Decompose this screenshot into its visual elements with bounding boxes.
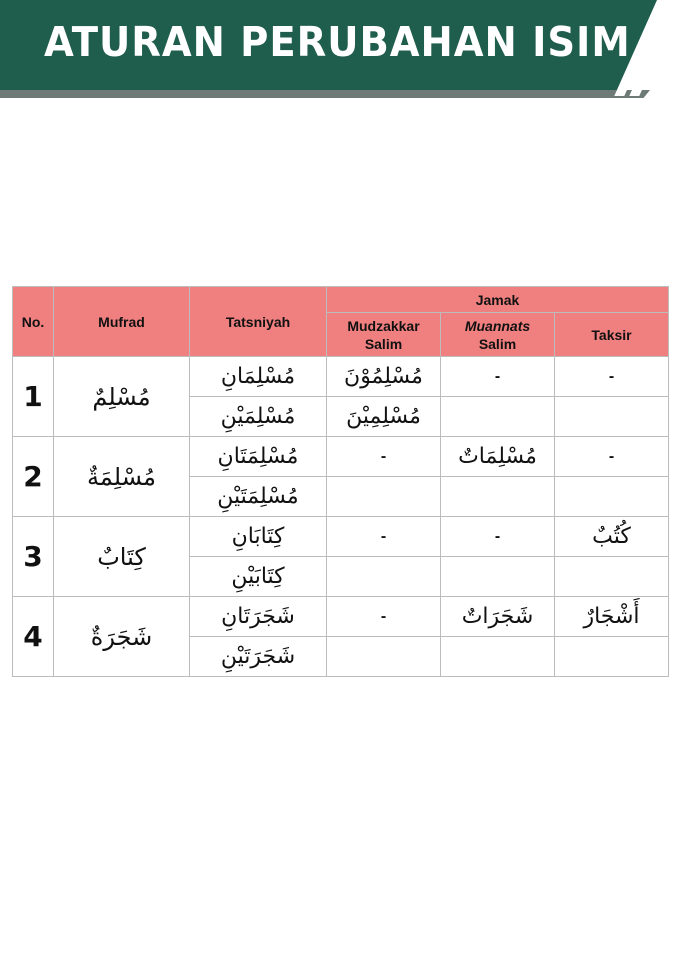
tatsniyah-cell: كِتَابَانِ bbox=[190, 517, 327, 557]
row-number: 3 bbox=[13, 517, 54, 597]
empty-cell bbox=[327, 637, 441, 677]
table-row bbox=[13, 517, 669, 557]
mudzakkar-cell: - bbox=[327, 437, 441, 477]
empty-cell bbox=[441, 477, 555, 517]
tatsniyah-cell: شَجَرَتَيْنِ bbox=[190, 637, 327, 677]
header-mudzakkar-salim bbox=[327, 313, 441, 357]
muannats-cell: - bbox=[441, 517, 555, 557]
taksir-cell: كُتُبٌ bbox=[555, 517, 669, 557]
empty-cell bbox=[327, 557, 441, 597]
taksir-cell: - bbox=[555, 437, 669, 477]
header-taksir: Taksir bbox=[555, 313, 669, 357]
tatsniyah-cell: مُسْلِمَيْنِ bbox=[190, 397, 327, 437]
empty-cell bbox=[327, 477, 441, 517]
header-mufrad: Mufrad bbox=[54, 287, 190, 357]
empty-cell bbox=[441, 397, 555, 437]
header-no: No. bbox=[13, 287, 54, 357]
header-mudzakkar-line2: Salim bbox=[364, 335, 403, 352]
taksir-cell: أَشْجَارٌ bbox=[555, 597, 669, 637]
page-title: ATURAN PERUBAHAN ISIM bbox=[44, 18, 631, 66]
mufrad-cell: شَجَرَةٌ bbox=[54, 597, 190, 677]
tatsniyah-cell: مُسْلِمَتَانِ bbox=[190, 437, 327, 477]
mufrad-cell: مُسْلِمَةٌ bbox=[54, 437, 190, 517]
row-number: 1 bbox=[13, 357, 54, 437]
tatsniyah-cell: شَجَرَتَانِ bbox=[190, 597, 327, 637]
tatsniyah-cell: مُسْلِمَانِ bbox=[190, 357, 327, 397]
header-muannats-line2: Salim bbox=[478, 335, 517, 352]
header-muannats-line1: Muannats bbox=[464, 317, 531, 334]
header-tatsniyah: Tatsniyah bbox=[190, 287, 327, 357]
isim-change-table bbox=[12, 286, 669, 677]
header-jamak: Jamak bbox=[327, 287, 669, 313]
table-row bbox=[13, 597, 669, 637]
empty-cell bbox=[555, 397, 669, 437]
muannats-cell: شَجَرَاتٌ bbox=[441, 597, 555, 637]
muannats-cell: - bbox=[441, 357, 555, 397]
tatsniyah-cell: كِتَابَيْنِ bbox=[190, 557, 327, 597]
mudzakkar-cell: - bbox=[327, 517, 441, 557]
muannats-cell: مُسْلِمَاتٌ bbox=[441, 437, 555, 477]
empty-cell bbox=[441, 557, 555, 597]
empty-cell bbox=[555, 557, 669, 597]
empty-cell bbox=[555, 477, 669, 517]
mudzakkar-cell: مُسْلِمِيْنَ bbox=[327, 397, 441, 437]
mudzakkar-cell: مُسْلِمُوْنَ bbox=[327, 357, 441, 397]
mufrad-cell: مُسْلِمٌ bbox=[54, 357, 190, 437]
empty-cell bbox=[441, 637, 555, 677]
tatsniyah-cell: مُسْلِمَتَيْنِ bbox=[190, 477, 327, 517]
mufrad-cell: كِتَابٌ bbox=[54, 517, 190, 597]
header-banner-shadow bbox=[0, 90, 650, 98]
table-row bbox=[13, 357, 669, 397]
empty-cell bbox=[555, 637, 669, 677]
row-number: 2 bbox=[13, 437, 54, 517]
header-muannats-salim bbox=[441, 313, 555, 357]
mudzakkar-cell: - bbox=[327, 597, 441, 637]
row-number: 4 bbox=[13, 597, 54, 677]
taksir-cell: - bbox=[555, 357, 669, 397]
table-row bbox=[13, 437, 669, 477]
header-mudzakkar-line1: Mudzakkar bbox=[347, 317, 420, 334]
